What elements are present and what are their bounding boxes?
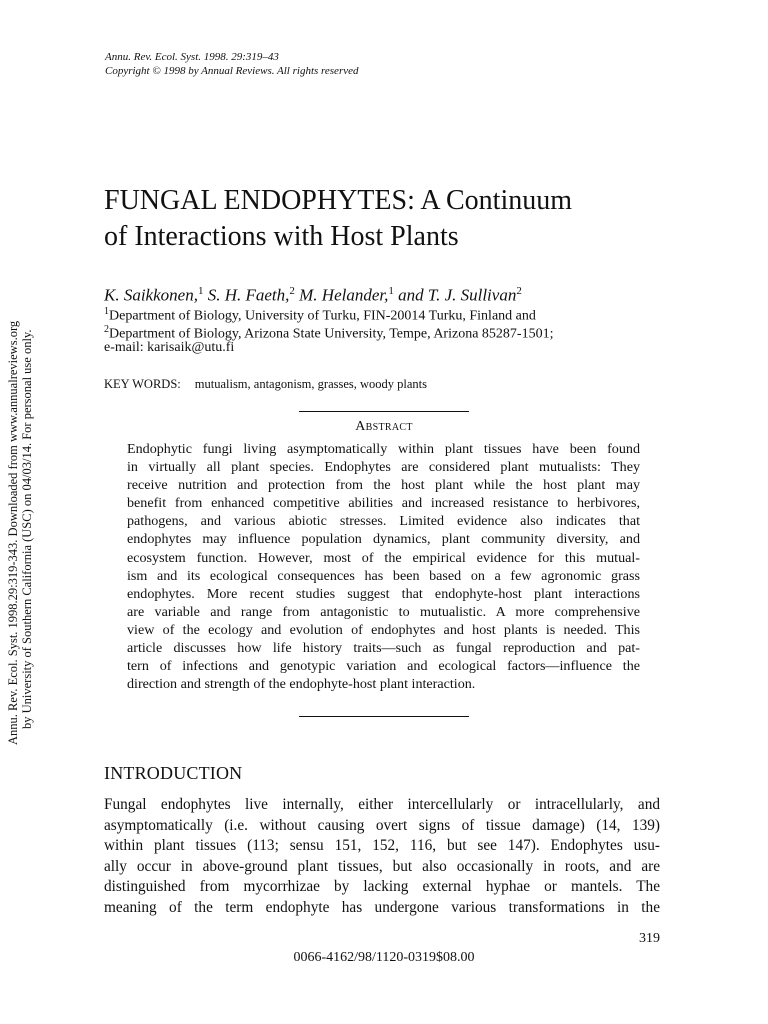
abstract-body (127, 440, 640, 693)
affiliation-number: 1 (104, 306, 109, 317)
introduction-line: within plant tissues (113; sensu 151, 152, 116, but see 147). Endophytes usu- (104, 837, 660, 854)
introduction-line: ally occur in above-ground plant tissues, but also occasionally in roots, and are (104, 857, 660, 875)
abstract-line: in virtually all plant species. Endophytes are considered plant mutualists: They (127, 459, 640, 476)
title-line-1: FUNGAL ENDOPHYTES: A Continuum (104, 185, 573, 216)
author-affiliation-mark: 1 (388, 285, 394, 297)
article-code: 0066-4162/98/1120-0319$08.00 (293, 950, 475, 965)
introduction-line: meaning of the term endophyte has undergone various transformations in the (104, 898, 660, 916)
author-name: K. Saikkonen, (104, 285, 198, 305)
side-note-line-2: by University of Southern California (USC) on 04/03/14. For personal use only. (20, 329, 34, 729)
affiliation-text: Department of Biology, Arizona State University, Tempe, Arizona 85287-1501; (109, 326, 554, 342)
abstract-bottom-rule (299, 716, 469, 717)
author-affiliation-mark: 2 (516, 285, 522, 297)
author-name: and T. J. Sullivan (398, 285, 517, 305)
keywords-values: mutualism, antagonism, grasses, woody plants (194, 377, 428, 391)
side-note-line-1: Annu. Rev. Ecol. Syst. 1998.29:319-343. Downloaded from www.annualreviews.org (6, 320, 20, 745)
introduction-body (104, 795, 660, 918)
introduction-heading: INTRODUCTION (104, 763, 243, 783)
keywords (104, 376, 427, 392)
abstract-line: receive nutrition and protection from the host plant while the host plant may (127, 477, 640, 494)
abstract-line: ecosystem function. However, most of the empirical evidence for this mutual- (127, 549, 640, 566)
affiliation-number: 2 (104, 324, 109, 335)
author-affiliation-mark: 2 (289, 285, 295, 297)
abstract-line: tern of infections and genotypic variation and ecological factors—influence the (127, 658, 640, 675)
abstract-line: are variable and range from antagonistic to mutualistic. A more comprehensive (127, 603, 640, 620)
abstract-line: endophytes. More recent studies suggest that endophyte-host plant interactions (127, 585, 640, 602)
author-affiliation-mark: 1 (197, 285, 204, 297)
journal-citation: Annu. Rev. Ecol. Syst. 1998. 29:319–43 (105, 51, 279, 63)
abstract-top-rule (299, 411, 469, 412)
affiliation-text: Department of Biology, University of Turku, FIN-20014 Turku, Finland and (109, 308, 536, 324)
title-line-2: of Interactions with Host Plants (104, 221, 459, 252)
introduction-line: distinguished from mycorrhizae by lacking external hyphae or mantels. The (104, 878, 660, 895)
abstract-line: endophytes may influence population dynamics, plant community diversity, and (127, 531, 640, 548)
copyright-line: Copyright © 1998 by Annual Reviews. All rights reserved (105, 65, 359, 77)
keywords-label: KEY WORDS: (104, 377, 181, 391)
author-name: M. Helander, (299, 285, 389, 305)
contact-email: e-mail: karisaik@utu.fi (104, 340, 235, 355)
abstract-line: direction and strength of the endophyte-host plant interaction. (127, 676, 476, 693)
introduction-line: asymptomatically (i.e. without causing overt signs of tissue damage) (14, 139) (104, 816, 660, 834)
author-name: S. H. Faeth, (207, 285, 290, 305)
article-title (104, 183, 694, 255)
abstract-heading: Abstract (355, 419, 413, 434)
abstract-line: benefit from enhanced competitive abilities and increased resistance to herbivores, (127, 495, 640, 512)
abstract-line: view of the ecology and evolution of endophytes and host plants is needed. This (127, 621, 640, 638)
page-number: 319 (639, 931, 660, 946)
abstract-line: pathogens, and various abiotic stresses. Limited evidence also indicates that (127, 513, 640, 530)
introduction-line: Fungal endophytes live internally, either intercellularly or intracellularly, and (104, 796, 660, 813)
abstract-line: Endophytic fungi living asymptomatically within plant tissues have been found (127, 441, 640, 457)
abstract-line: ism and its ecological consequences has been based on a few agronomic grass (127, 567, 640, 584)
abstract-line: article discusses how life history traits—such as fungal reproduction and pat- (127, 640, 640, 657)
